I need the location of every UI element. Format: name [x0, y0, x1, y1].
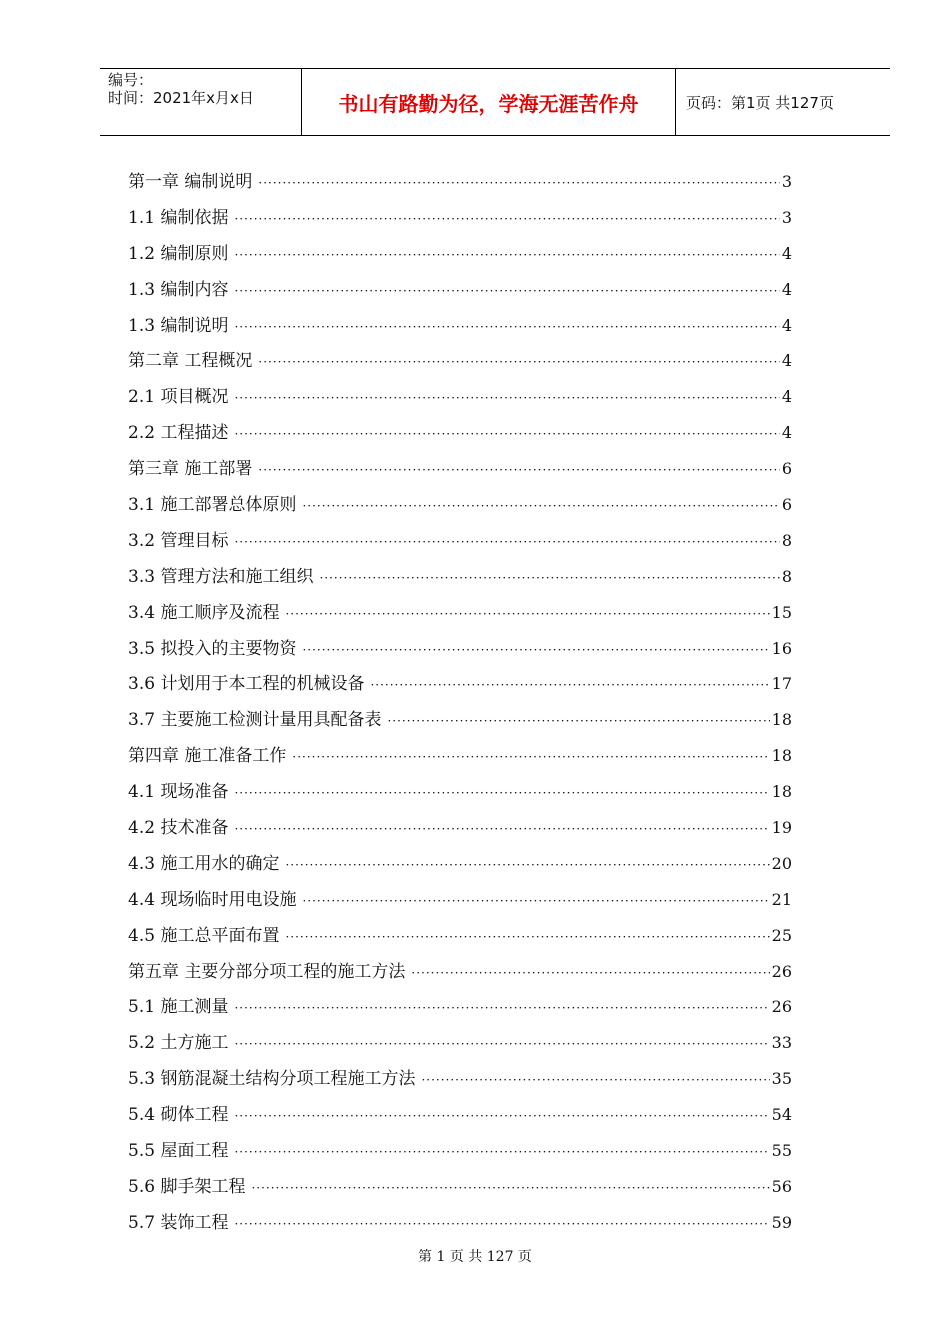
toc-entry-page: 4: [781, 423, 792, 443]
document-number-label: 编号：: [108, 71, 154, 89]
toc-entry[interactable]: [128, 1061, 792, 1097]
toc-entry-title: 3.1 施工部署总体原则: [128, 495, 297, 516]
toc-entry-page: 20: [771, 853, 792, 873]
toc-entry[interactable]: [128, 918, 792, 954]
toc-entry-title: 2.2 工程描述: [128, 423, 229, 444]
toc-entry[interactable]: [128, 343, 792, 379]
toc-leader-dots: [234, 1207, 769, 1241]
toc-entry[interactable]: [128, 774, 792, 810]
toc-leader-dots: [234, 1027, 769, 1061]
toc-entry[interactable]: [128, 559, 792, 595]
toc-leader-dots: [285, 920, 769, 954]
toc-entry-page: 3: [781, 207, 792, 227]
toc-entry-page: 19: [771, 818, 792, 838]
toc-leader-dots: [234, 310, 779, 344]
toc-leader-dots: [370, 668, 769, 702]
toc-entry-title: 2.1 项目概况: [128, 387, 229, 408]
toc-entry[interactable]: [128, 666, 792, 702]
toc-leader-dots: [234, 812, 769, 846]
toc-entry-title: 5.6 脚手架工程: [128, 1176, 246, 1197]
toc-entry-title: 3.4 施工顺序及流程: [128, 602, 280, 623]
toc-entry-title: 4.4 现场临时用电设施: [128, 889, 297, 910]
toc-entry-page: 4: [781, 387, 792, 407]
toc-leader-dots: [234, 274, 779, 308]
toc-entry-title: 1.3 编制说明: [128, 315, 229, 336]
toc-entry-title: 5.5 屋面工程: [128, 1141, 229, 1162]
toc-entry-title: 1.1 编制依据: [128, 207, 229, 228]
toc-entry-title: 第三章 施工部署: [128, 459, 253, 480]
toc-entry-page: 8: [781, 530, 792, 550]
toc-entry-page: 35: [771, 1069, 792, 1089]
toc-entry-title: 3.5 拟投入的主要物资: [128, 638, 297, 659]
toc-entry-title: 第四章 施工准备工作: [128, 746, 287, 767]
toc-entry-title: 第二章 工程概况: [128, 351, 253, 372]
toc-entry[interactable]: [128, 702, 792, 738]
toc-leader-dots: [302, 489, 779, 523]
toc-entry-title: 5.2 土方施工: [128, 1033, 229, 1054]
toc-entry-title: 4.5 施工总平面布置: [128, 925, 280, 946]
toc-leader-dots: [258, 345, 779, 379]
toc-entry-title: 3.6 计划用于本工程的机械设备: [128, 674, 365, 695]
toc-entry-title: 5.1 施工测量: [128, 997, 229, 1018]
toc-entry-page: 16: [771, 638, 792, 658]
toc-leader-dots: [302, 884, 769, 918]
toc-entry-page: 4: [781, 351, 792, 371]
toc-entry[interactable]: [128, 164, 792, 200]
document-date: 时间：2021年x月x日: [108, 89, 254, 107]
toc-entry-page: 33: [771, 1033, 792, 1053]
toc-entry-title: 5.7 装饰工程: [128, 1212, 229, 1233]
toc-entry[interactable]: [128, 1205, 792, 1241]
page-header: [100, 68, 890, 136]
toc-entry-page: 8: [781, 566, 792, 586]
toc-leader-dots: [234, 1099, 769, 1133]
table-of-contents: [128, 164, 792, 1241]
header-page-count: 页码：第1页 共127页: [686, 93, 834, 112]
toc-entry-title: 5.3 钢筋混凝土结构分项工程施工方法: [128, 1069, 416, 1090]
toc-leader-dots: [302, 633, 769, 667]
toc-entry-page: 26: [771, 961, 792, 981]
toc-entry[interactable]: [128, 954, 792, 990]
toc-entry-page: 18: [771, 746, 792, 766]
toc-entry[interactable]: [128, 989, 792, 1025]
toc-entry-page: 6: [781, 459, 792, 479]
toc-entry-title: 4.3 施工用水的确定: [128, 853, 280, 874]
toc-entry[interactable]: [128, 1133, 792, 1169]
toc-leader-dots: [234, 991, 769, 1025]
toc-entry[interactable]: [128, 200, 792, 236]
toc-entry-page: 4: [781, 243, 792, 263]
toc-entry-page: 59: [771, 1212, 792, 1232]
toc-entry-title: 4.1 现场准备: [128, 782, 229, 803]
header-motto: 书山有路勤为径，学海无涯苦作舟: [302, 69, 676, 135]
toc-entry-page: 6: [781, 495, 792, 515]
toc-entry-title: 第一章 编制说明: [128, 172, 253, 192]
toc-entry-page: 18: [771, 782, 792, 802]
toc-leader-dots: [285, 848, 769, 882]
toc-entry[interactable]: [128, 415, 792, 451]
toc-entry-page: 25: [771, 925, 792, 945]
toc-entry[interactable]: [128, 882, 792, 918]
toc-leader-dots: [234, 1135, 769, 1169]
toc-entry[interactable]: [128, 595, 792, 631]
toc-leader-dots: [234, 776, 769, 810]
toc-leader-dots: [285, 597, 769, 631]
toc-entry-page: 15: [771, 602, 792, 622]
toc-entry[interactable]: [128, 1097, 792, 1133]
toc-entry-page: 56: [771, 1176, 792, 1196]
toc-entry-title: 1.3 编制内容: [128, 279, 229, 300]
toc-entry-page: 18: [771, 710, 792, 730]
toc-entry-title: 4.2 技术准备: [128, 818, 229, 839]
toc-leader-dots: [234, 381, 779, 415]
toc-entry[interactable]: [128, 846, 792, 882]
toc-entry[interactable]: [128, 451, 792, 487]
toc-entry[interactable]: [128, 810, 792, 846]
toc-entry[interactable]: [128, 1025, 792, 1061]
toc-leader-dots: [234, 202, 779, 236]
toc-leader-dots: [421, 1063, 769, 1097]
toc-leader-dots: [411, 956, 769, 990]
page-footer: 第 1 页 共 127 页: [418, 1249, 532, 1265]
toc-entry-page: 26: [771, 997, 792, 1017]
toc-entry[interactable]: [128, 272, 792, 308]
header-meta: [100, 69, 302, 135]
toc-entry-page: 54: [771, 1105, 792, 1125]
toc-entry[interactable]: [128, 487, 792, 523]
toc-entry-page: 55: [771, 1141, 792, 1161]
toc-entry-title: 3.3 管理方法和施工组织: [128, 566, 314, 587]
toc-entry-title: 5.4 砌体工程: [128, 1105, 229, 1126]
toc-entry[interactable]: [128, 523, 792, 559]
toc-entry[interactable]: [128, 631, 792, 667]
toc-leader-dots: [251, 1171, 769, 1205]
toc-leader-dots: [234, 525, 779, 559]
toc-leader-dots: [292, 740, 769, 774]
toc-entry[interactable]: [128, 236, 792, 272]
toc-leader-dots: [234, 238, 779, 272]
toc-entry[interactable]: [128, 308, 792, 344]
toc-entry[interactable]: [128, 1169, 792, 1205]
toc-entry[interactable]: [128, 379, 792, 415]
toc-entry-page: 4: [781, 315, 792, 335]
toc-entry[interactable]: [128, 738, 792, 774]
toc-entry-title: 第五章 主要分部分项工程的施工方法: [128, 961, 406, 982]
toc-leader-dots: [258, 166, 779, 200]
toc-entry-page: 17: [771, 674, 792, 694]
toc-entry-page: 3: [781, 172, 792, 191]
toc-entry-page: 21: [771, 889, 792, 909]
toc-leader-dots: [319, 561, 779, 595]
toc-leader-dots: [234, 417, 779, 451]
toc-entry-title: 3.7 主要施工检测计量用具配备表: [128, 710, 382, 731]
toc-entry-title: 3.2 管理目标: [128, 530, 229, 551]
toc-leader-dots: [387, 704, 769, 738]
toc-leader-dots: [258, 453, 779, 487]
toc-entry-page: 4: [781, 279, 792, 299]
toc-entry-title: 1.2 编制原则: [128, 243, 229, 264]
